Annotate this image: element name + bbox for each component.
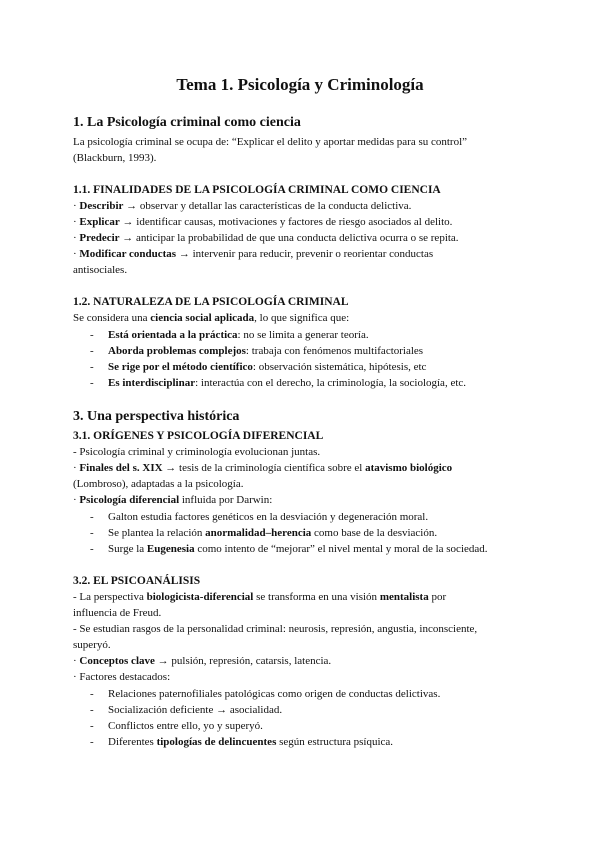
finalidad-text: → intervenir para reducir, prevenir o reorientar conductas: [176, 248, 434, 260]
bold-term: Conceptos clave: [79, 655, 155, 667]
finalidad-text: → identificar causas, motivaciones y factores de riesgo asociados al delito.: [119, 216, 453, 228]
finalidad-term: Explicar: [79, 216, 120, 228]
section-3-1-heading: 3.1. ORÍGENES Y PSICOLOGÍA DIFERENCIAL: [73, 430, 324, 442]
item-term: Está orientada a la práctica: [108, 329, 238, 341]
bold-term: biologicista-diferencial: [146, 591, 254, 603]
item-text: : trabaja con fenómenos multifactoriales: [245, 345, 424, 357]
item-text: Diferentes: [108, 736, 157, 748]
item-text: : interactúa con el derecho, la criminología, la sociología, etc.: [195, 377, 467, 389]
dash: -: [90, 720, 94, 732]
section-3-2-line: [73, 589, 529, 605]
section-3-2-heading: 3.2. EL PSICOANÁLISIS: [73, 575, 201, 587]
finalidad-item: [73, 246, 529, 262]
bold-term: atavismo biológico: [365, 462, 453, 474]
item-text: Surge la: [108, 543, 147, 555]
finalidad-text: → observar y detallar las características de la conducta delictiva.: [123, 200, 412, 212]
dash: -: [90, 377, 94, 389]
section-3-heading: 3. Una perspectiva histórica: [73, 409, 240, 424]
bullet: ·: [73, 216, 77, 228]
item-term: Aborda problemas complejos: [108, 345, 246, 357]
dash: -: [90, 736, 94, 748]
item-term: Es interdisciplinar: [108, 377, 196, 389]
section-3-1-line: (Lombroso), adaptadas a la psicología.: [73, 478, 244, 490]
finalidad-term: Modificar conductas: [79, 248, 177, 260]
bold-term: mentalista: [379, 591, 429, 603]
finalidad-text: → anticipar la probabilidad de que una conducta delictiva ocurra o se repita.: [119, 232, 459, 244]
line-text: - La perspectiva: [73, 591, 147, 603]
intro-text: Se considera una: [73, 312, 151, 324]
finalidad-term: Predecir: [79, 232, 120, 244]
finalidad-item: [73, 198, 529, 214]
bullet: ·: [73, 655, 77, 667]
section-3-2-line: influencia de Freud.: [73, 607, 162, 619]
section-3-1-line: - Psicología criminal y criminología evolucionan juntas.: [73, 446, 321, 458]
finalidad-term: Describir: [79, 200, 124, 212]
section-1-heading: 1. La Psicología criminal como ciencia: [73, 115, 301, 130]
section-3-1-line: [73, 492, 529, 508]
bullet: ·: [73, 462, 77, 474]
item-text: Relaciones paternofiliales patológicas como origen de conductas delictivas.: [108, 688, 441, 700]
intro-bold: ciencia social aplicada: [150, 312, 255, 324]
item-text: como base de la desviación.: [311, 527, 438, 539]
section-1-intro-line-1: La psicología criminal se ocupa de: “Explicar el delito y aportar medidas para su control”: [73, 136, 468, 148]
line-text: se transforma en una visión: [253, 591, 380, 603]
section-1-intro-line-2: (Blackburn, 1993).: [73, 152, 157, 164]
bullet: ·: [73, 248, 77, 260]
section-3-2-line: - Se estudian rasgos de la personalidad criminal: neurosis, represión, angustia, inconsciente,: [73, 623, 478, 635]
dash: -: [90, 511, 94, 523]
section-1-1-heading: 1.1. FINALIDADES DE LA PSICOLOGÍA CRIMINAL COMO CIENCIA: [73, 184, 441, 196]
intro-text: , lo que significa que:: [254, 312, 350, 324]
item-text: según estructura psíquica.: [276, 736, 394, 748]
page-title: Tema 1. Psicología y Criminología: [176, 75, 424, 94]
line-text: → tesis de la criminología científica sobre el: [162, 462, 366, 474]
item-bold: anormalidad–herencia: [205, 527, 312, 539]
finalidad-item: [73, 230, 529, 246]
item-text: Conflictos entre ello, yo y superyó.: [108, 720, 263, 732]
item-bold: Eugenesia: [146, 543, 195, 555]
line-text: influida por Darwin:: [179, 494, 273, 506]
item-text: Galton estudia factores genéticos en la desviación y degeneración moral.: [108, 511, 429, 523]
dash: -: [90, 688, 94, 700]
item-bold: tipologías de delincuentes: [156, 736, 277, 748]
section-3-2-line: · Factores destacados:: [73, 671, 171, 683]
item-text: Socialización deficiente → asocialidad.: [108, 704, 283, 716]
finalidad-item: [73, 214, 529, 230]
section-3-2-line: [73, 653, 529, 669]
line-text: → pulsión, represión, catarsis, latencia.: [154, 655, 332, 667]
dash: -: [90, 543, 94, 555]
section-3-2-line: superyó.: [73, 639, 111, 651]
section-1-2-intro: [73, 310, 529, 326]
dash: -: [90, 345, 94, 357]
dash: -: [90, 704, 94, 716]
section-1-2-heading: 1.2. NATURALEZA DE LA PSICOLOGÍA CRIMINAL: [73, 296, 349, 308]
item-term: Se rige por el método científico: [108, 361, 253, 373]
dash: -: [90, 527, 94, 539]
bold-term: Finales del s. XIX: [79, 462, 163, 474]
item-text: : no se limita a generar teoría.: [237, 329, 369, 341]
bullet: ·: [73, 232, 77, 244]
bullet: ·: [73, 200, 77, 212]
dash: -: [90, 329, 94, 341]
item-text: : observación sistemática, hipótesis, etc: [252, 361, 427, 373]
item-text: Se plantea la relación: [108, 527, 206, 539]
section-3-1-line: [73, 460, 529, 476]
item-text: como intento de “mejorar” el nivel mental y moral de la sociedad.: [194, 543, 488, 555]
finalidad-item-continuation: antisociales.: [73, 264, 128, 276]
bullet: ·: [73, 494, 77, 506]
dash: -: [90, 361, 94, 373]
line-text: por: [428, 591, 447, 603]
bold-term: Psicología diferencial: [79, 494, 180, 506]
